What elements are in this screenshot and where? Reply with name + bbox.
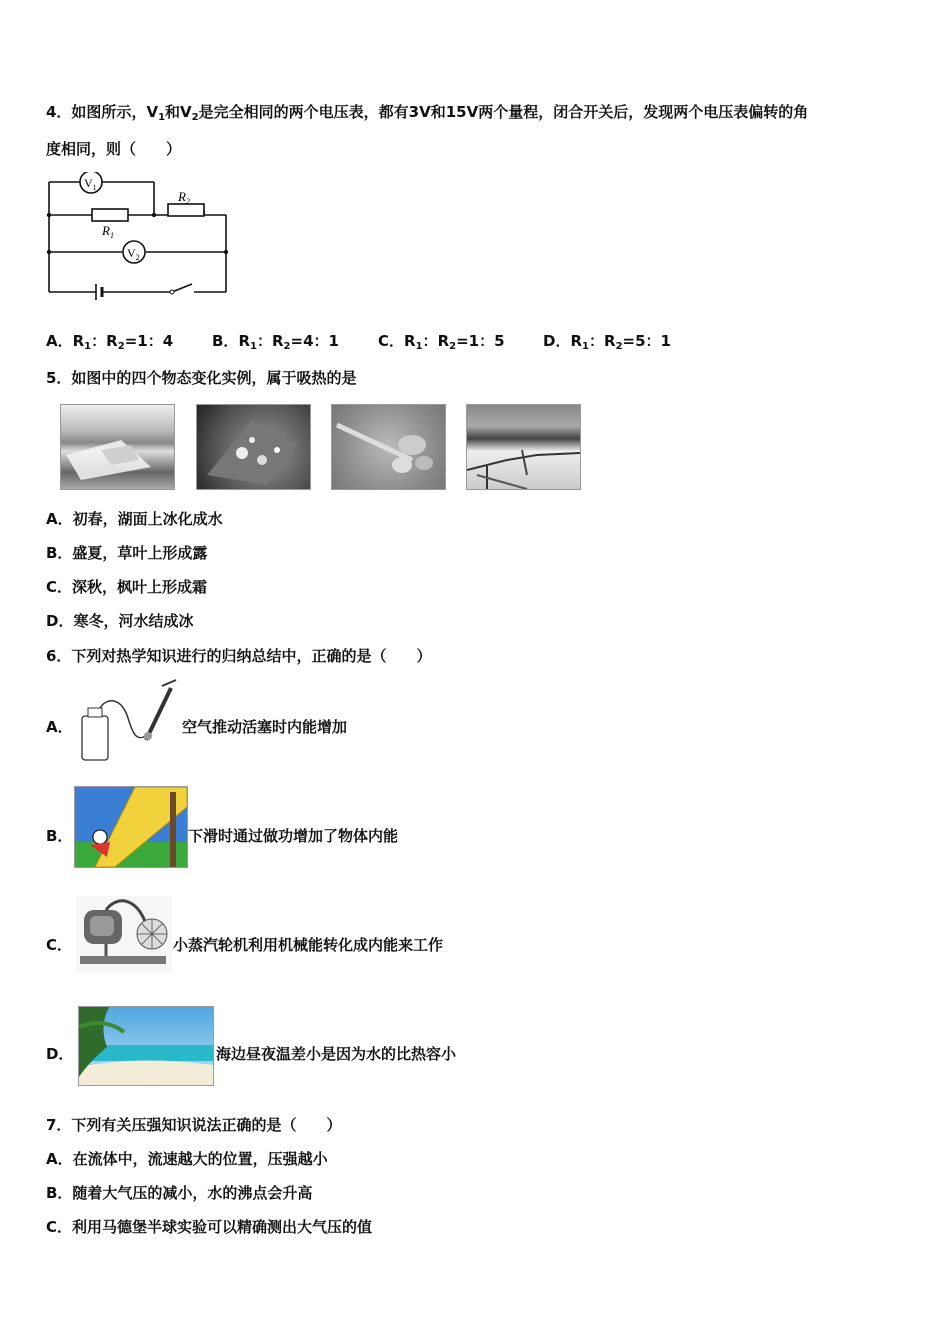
q4-stem-part: 是完全相同的两个电压表，都有 — [198, 103, 409, 121]
q7-option-c[interactable]: C．利用马德堡半球实验可以精确测出大气压的值 — [46, 1218, 373, 1236]
q4-option-c[interactable]: C．$R_1$：$R_2=1$：5 — [378, 332, 505, 352]
r2-label: $R_2$ — [178, 189, 190, 206]
q4-range: 3V — [408, 103, 431, 121]
q5-stem: 5．如图中的四个物态变化实例，属于吸热的是 — [46, 369, 357, 387]
q4-range: 15V — [445, 103, 479, 121]
q4-stem-part: 两个量程，闭合开关后，发现两个电压表偏转的角 — [478, 103, 809, 121]
steam-turbine-photo — [76, 896, 172, 972]
q4-option-d[interactable]: D．$R_1$：$R_2=5$：1 — [543, 332, 671, 352]
q4-v-symbol: V — [180, 103, 192, 121]
q5-option-a[interactable]: A．初春，湖面上冰化成水 — [46, 510, 223, 528]
q4-stem-part: 和 — [165, 103, 181, 121]
air-piston-diagram — [76, 678, 180, 764]
q6-option-b-text[interactable]: 下滑时通过做功增加了物体内能 — [188, 827, 399, 845]
q7-stem: 7．下列有关压强知识说法正确的是（ ） — [46, 1116, 342, 1134]
q6-option-c-text[interactable]: 小蒸汽轮机利用机械能转化成内能来工作 — [173, 936, 444, 954]
q5-option-b[interactable]: B．盛夏，草叶上形成露 — [46, 544, 208, 562]
v1-label: $V_1$ — [84, 176, 97, 192]
q4-v-symbol: V — [146, 103, 159, 121]
q6-option-c-label[interactable]: C． — [46, 936, 73, 954]
q5-option-d[interactable]: D．寒冬，河水结成冰 — [46, 612, 194, 630]
q4-stem-line2: 度相同，则（ ） — [46, 140, 182, 158]
v2-label: $V_2$ — [127, 246, 140, 262]
dew-leaf-photo — [196, 404, 311, 490]
q6-option-a-label[interactable]: A． — [46, 718, 73, 736]
q6-option-a-text[interactable]: 空气推动活塞时内能增加 — [182, 718, 348, 736]
q4-v-sub: 2 — [191, 112, 199, 123]
q6-stem: 6．下列对热学知识进行的归纳总结中，正确的是（ ） — [46, 647, 432, 665]
q4-option-a[interactable]: A．$R_1$：$R_2=1$：4 — [46, 332, 174, 352]
r1-label: $R_1$ — [102, 223, 114, 240]
q6-option-d-label[interactable]: D． — [46, 1045, 74, 1063]
melting-ice-photo — [60, 404, 175, 490]
q4-stem-line1 — [46, 102, 808, 128]
frost-leaf-photo — [331, 404, 446, 490]
q4-option-b[interactable]: B．$R_1$：$R_2=4$：1 — [212, 332, 339, 352]
q4-v-sub: 1 — [158, 112, 166, 123]
slide-photo — [74, 786, 188, 868]
q7-option-a[interactable]: A．在流体中，流速越大的位置，压强越小 — [46, 1150, 328, 1168]
q6-option-b-label[interactable]: B． — [46, 827, 73, 845]
frozen-river-photo — [466, 404, 581, 490]
q5-option-c[interactable]: C．深秋，枫叶上形成霜 — [46, 578, 208, 596]
q6-option-d-text[interactable]: 海边昼夜温差小是因为水的比热容小 — [216, 1045, 457, 1063]
circuit-diagram — [44, 172, 234, 302]
q7-option-b[interactable]: B．随着大气压的减小，水的沸点会升高 — [46, 1184, 313, 1202]
q4-stem-part: 和 — [430, 103, 446, 121]
q4-stem-part: 4．如图所示， — [46, 103, 147, 121]
beach-photo — [78, 1006, 214, 1086]
